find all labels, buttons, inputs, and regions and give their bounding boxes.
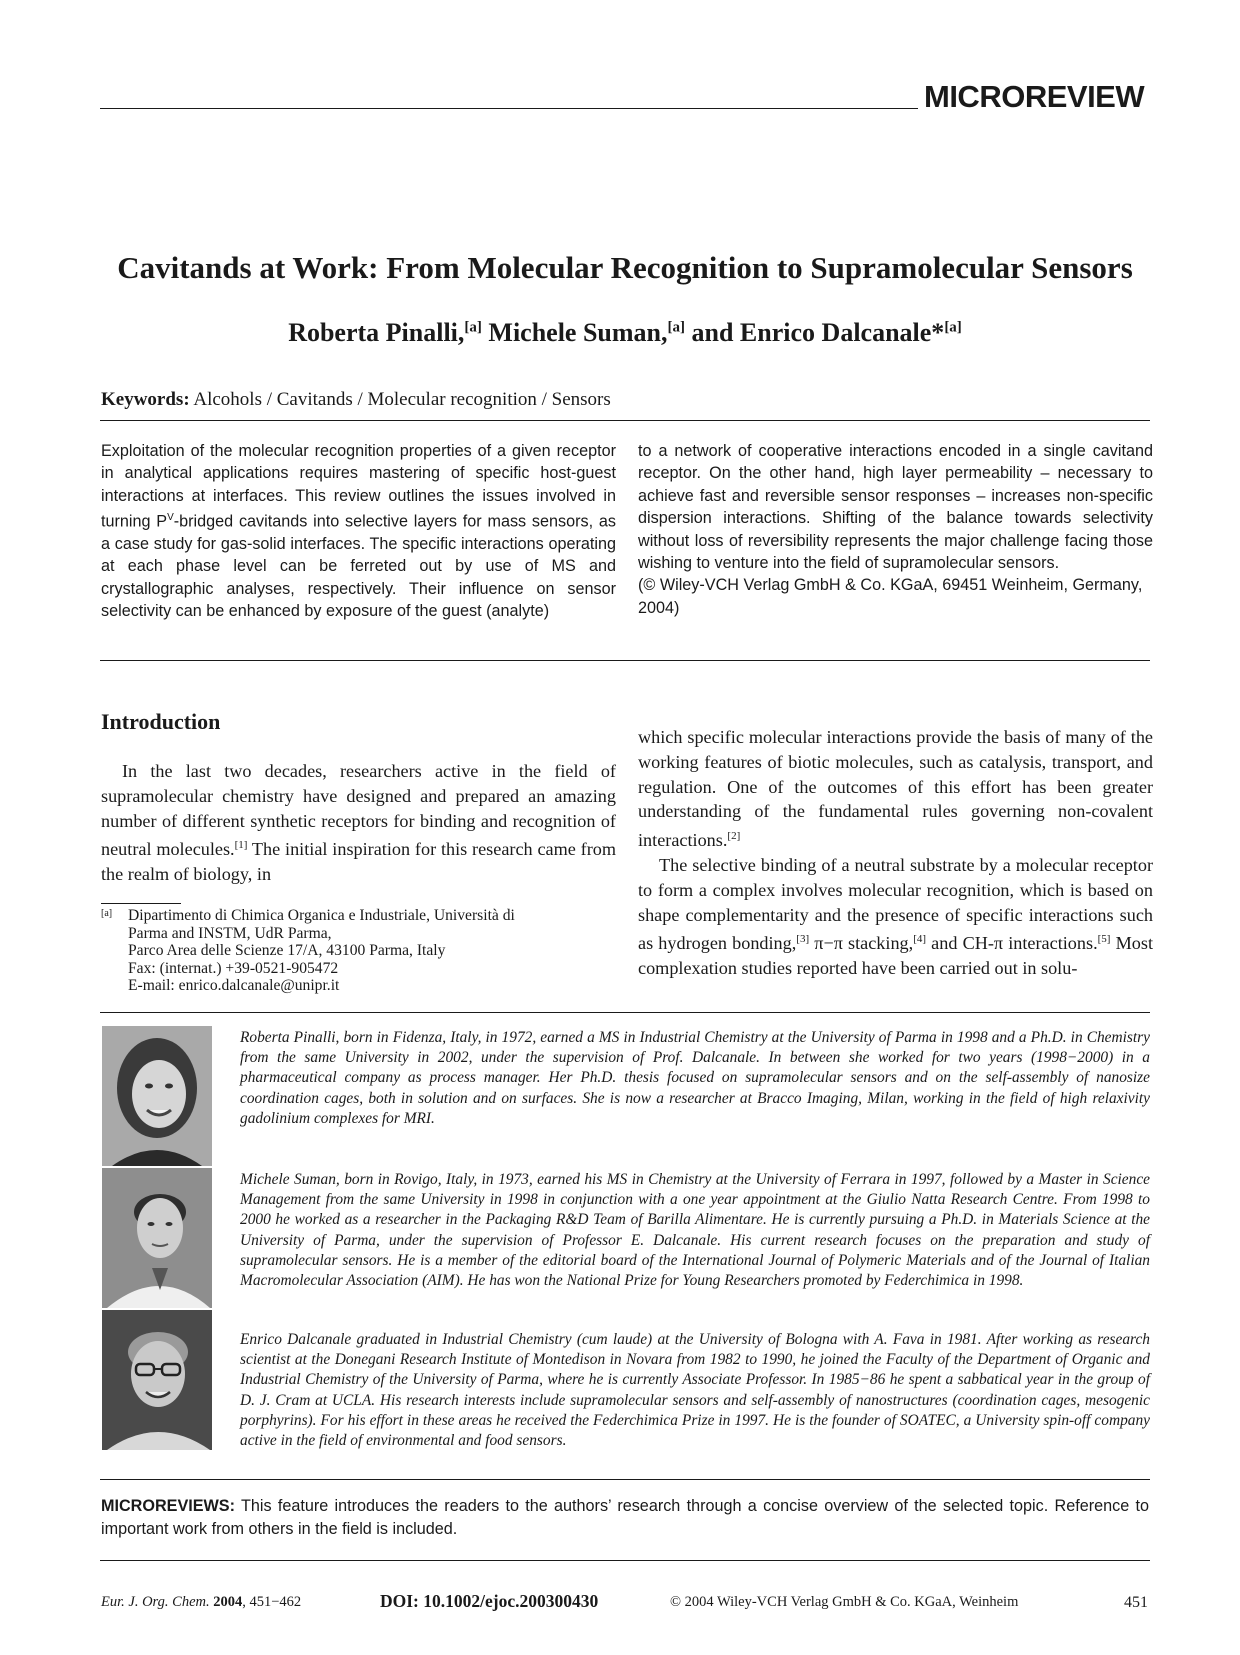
author-name: Michele Suman, (481, 318, 668, 347)
body-text: Most complexation studies reported have been carried out in solu- (638, 933, 1153, 979)
bios-bottom-rule (100, 1479, 1150, 1480)
keywords-label: Keywords: (101, 389, 190, 410)
abstract-right-column (638, 440, 1153, 619)
header-rule (100, 108, 918, 109)
footnote-rule (101, 903, 181, 904)
affiliation-line: Fax: (internat.) +39-0521-905472 (128, 959, 339, 977)
reference-mark[interactable]: [2] (727, 830, 741, 843)
affiliation-footnote (101, 907, 616, 995)
abstract-copyright: (© Wiley-VCH Verlag GmbH & Co. KGaA, 69451 Weinheim, Germany, 2004) (638, 576, 1143, 617)
author-bio-suman: Michele Suman, born in Rovigo, Italy, in 1973, earned his MS in Chemistry at the University of Ferrara in 1997, followed by a Master in Science Management from the same University in 1998 in conjunction with a one year appointment at the Giulio Natta Research Centre. From 1998 to 2000 he worked as a researcher in the Packaging R&D Team of Barilla Alimentare. He is currently pursuing a Ph.D. in Materials Science at the University of Parma, under the supervision of Professor E. Dalcanale. His current research focuses on the preparation and study of supramolecular sensors. He is a member of the editorial board of the International Journal of Polymeric Materials and of the Journal of Italian Macromolecular Association (AIM). He has won the National Prize for Young Researchers promoted by Federchimica in 1998. (240, 1171, 1150, 1290)
abstract-top-rule (100, 420, 1150, 421)
affiliation-line: Parco Area delle Scienze 17/A, 43100 Parma, Italy (128, 942, 446, 960)
author-photo-dalcanale (102, 1310, 212, 1450)
author-affiliation-mark: [a] (944, 319, 962, 336)
reference-mark[interactable]: [5] (1097, 933, 1111, 946)
affiliation-line: Parma and INSTM, UdR Parma, (128, 924, 332, 942)
page-number: 451 (1124, 1594, 1148, 1611)
portrait-icon (102, 1168, 212, 1308)
affiliation-email[interactable]: E-mail: enrico.dalcanale@unipr.it (128, 977, 340, 995)
microreviews-note (101, 1495, 1149, 1541)
body-text: π−π stacking, (809, 933, 914, 954)
author-photo-pinalli (102, 1026, 212, 1166)
footnote-mark: [a] (101, 908, 113, 919)
intro-right-column (638, 725, 1153, 981)
author-photo-suman (102, 1168, 212, 1308)
bios-top-rule (100, 1012, 1150, 1013)
body-text: The initial inspiration for this research came from the realm of biology, in (101, 839, 616, 885)
microreviews-label: MICROREVIEWS: (101, 1497, 235, 1515)
portrait-icon (102, 1310, 212, 1450)
abstract-text: to a network of cooperative interactions encoded in a single cavitand receptor. On the other hand, high layer permeability – necessary to achieve fast and reversible sensor responses – increases non-specific dispersion interactions. Shifting of the balance towards selectivity without loss of reversibility represents the major challenge facing those wishing to venture into the field of supramolecular sensors. (638, 442, 1153, 573)
footer-rule (100, 1560, 1150, 1561)
body-text: In the last two decades, researchers active in the field of supramolecular chemistry have designed and prepared an amazing number of different synthetic receptors for binding and recognition of neutral molecules. (101, 761, 616, 860)
abstract-text: -bridged cavitands into selective layers for mass sensors, as a case study for gas-solid interfaces. The specific interactions operating at each phase level can be ferreted out by use of MS and crystallographic analyses, respectively. Their influence on sensor selectivity can be enhanced by exposure of the guest (analyte) (101, 512, 616, 621)
body-text: and CH-π interactions. (926, 933, 1098, 954)
section-label: MICROREVIEW (924, 79, 1145, 114)
affiliation-line: Dipartimento di Chimica Organica e Industriale, Università di (128, 907, 515, 924)
intro-left-column (101, 759, 616, 887)
section-heading: Introduction (101, 709, 221, 734)
author-list (100, 318, 1150, 348)
reference-mark[interactable]: [3] (796, 933, 810, 946)
article-title: Cavitands at Work: From Molecular Recognition to Supramolecular Sensors (117, 250, 1133, 285)
body-text: which specific molecular interactions provide the basis of many of the working features of biotic molecules, such as catalysis, transport, and regulation. One of the outcomes of this effort has been greater understanding of the fundamental rules governing non-covalent interactions. (638, 727, 1153, 851)
journal-pages: , 451−462 (242, 1594, 302, 1610)
author-bio-dalcanale: Enrico Dalcanale graduated in Industrial Chemistry (cum laude) at the University of Bologna with A. Fava in 1981. After working as research scientist at the Donegani Research Institute of Montedison in Novara from 1982 to 1990, he joined the Faculty of the Department of Organic and Industrial Chemistry of the University of Parma, where he is currently Associate Professor. In 1985−86 he spent a sabbatical year in the group of D. J. Cram at UCLA. His research interests include supramolecular sensors and self-assembly of nanostructures (coordination cages, mesogenic porphyrins). For his effort in these areas he received the Federchimica Prize in 1997. He is the founder of SOATEC, a University spin-off company active in the field of environmental and food sensors. (240, 1331, 1150, 1450)
reference-mark[interactable]: [4] (913, 933, 927, 946)
journal-citation (101, 1594, 301, 1611)
journal-name: Eur. J. Org. Chem. (101, 1594, 214, 1610)
reference-mark[interactable]: [1] (234, 839, 248, 852)
journal-year: 2004 (213, 1594, 243, 1610)
keywords-list: Alcohols / Cavitands / Molecular recognition / Sensors (193, 389, 611, 410)
author-affiliation-mark: [a] (464, 319, 482, 336)
abstract-bottom-rule (100, 660, 1150, 661)
author-name: and Enrico Dalcanale* (685, 318, 945, 347)
abstract-left-column (101, 440, 616, 623)
body-text: The selective binding of a neutral substrate by a molecular receptor to form a complex involves molecular recognition, which is based on shape complementarity and the presence of specific interactions such as hydrogen bonding, (638, 855, 1153, 954)
keywords-line (101, 389, 611, 411)
publisher-copyright: © 2004 Wiley-VCH Verlag GmbH & Co. KGaA, Weinheim (670, 1594, 1019, 1610)
author-bio-pinalli: Roberta Pinalli, born in Fidenza, Italy, in 1972, earned a MS in Industrial Chemistry at the University of Parma in 1998 and a Ph.D. in Chemistry from the same University in 2002, under the supervision of Prof. Dalcanale. In between she worked for two years (1998−2000) in a pharmaceutical company as process manager. Her Ph.D. thesis focused on supramolecular sensors and on the self-assembly of nanosize coordination cages, both in solution and on surfaces. She is now a researcher at Bracco Imaging, Milan, working in the field of high relaxivity gadolinium complexes for MRI. (240, 1029, 1150, 1127)
portrait-icon (102, 1026, 212, 1166)
author-affiliation-mark: [a] (667, 319, 686, 336)
abstract-text: Exploitation of the molecular recognition properties of a given receptor in analytical applications requires mastering of specific host-guest interactions at interfaces. This review outlines the issues involved in turning P (101, 442, 616, 531)
microreviews-text: This feature introduces the readers to the authors’ research through a concise overview of the selected topic. Reference to important work from others in the field is included. (101, 1497, 1149, 1539)
abstract-superscript: V (167, 512, 174, 524)
doi-link[interactable]: DOI: 10.1002/ejoc.200300430 (380, 1591, 599, 1611)
author-name: Roberta Pinalli, (288, 318, 465, 347)
